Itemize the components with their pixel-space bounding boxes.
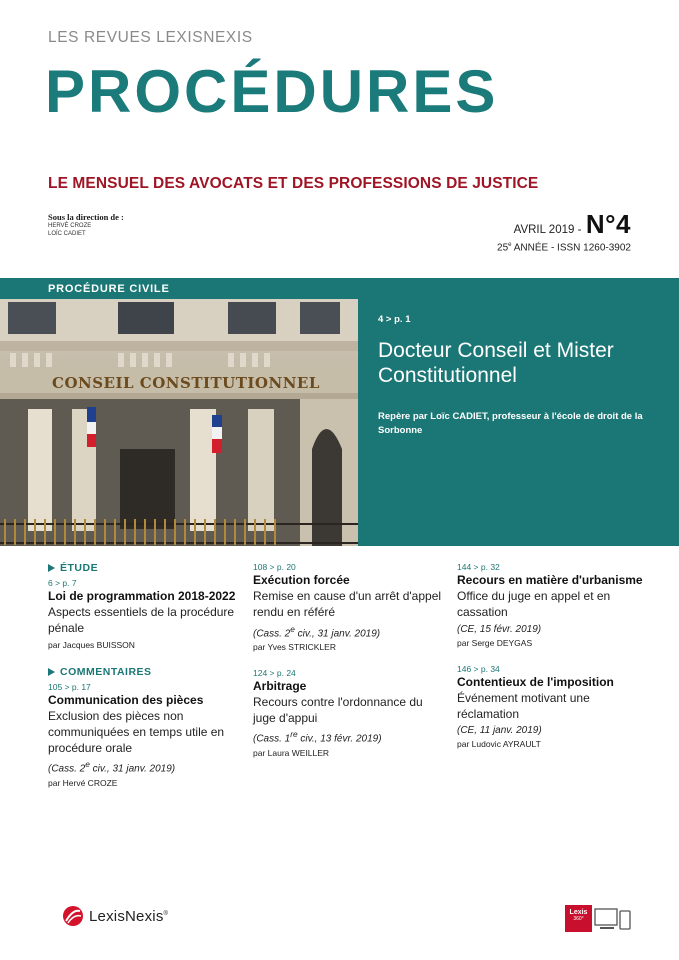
article-author: par Jacques BUISSON (48, 639, 135, 650)
issue-meta (497, 242, 631, 253)
citation-part: civ., 31 janv. 2019) (89, 763, 176, 775)
article-author: par Ludovic AYRAULT (457, 739, 541, 750)
citation-part: (Cass. 1 (253, 733, 291, 745)
page-reference: 6 > p. 7 (48, 578, 77, 588)
issue-info (497, 209, 631, 253)
section-heading-etude (48, 562, 238, 574)
article-citation (253, 729, 443, 744)
year-suffix: e (508, 242, 512, 248)
page-reference: 105 > p. 17 (48, 681, 91, 692)
section-heading-commentaires (48, 666, 238, 678)
article-author: par Hervé CROZE (48, 777, 118, 788)
article-title: Recours en matière d'urbanisme (457, 573, 643, 587)
article-subtitle: Office du juge en appel et en cassation (457, 589, 611, 620)
triangle-bullet-icon (48, 564, 55, 572)
article-subtitle: Exclusion des pièces non communiquées en temps utile en procédure orale (48, 708, 225, 756)
summary-column-1 (48, 562, 238, 788)
citation-sup: re (290, 729, 298, 740)
photo-inscription: CONSEIL CONSTITUTIONNEL (52, 374, 320, 392)
article-author: par Serge DEYGAS (457, 637, 533, 648)
badge-title: Lexis (569, 909, 588, 916)
page-reference: 144 > p. 32 (457, 562, 500, 572)
editorial-direction (48, 212, 124, 238)
article-citation (253, 624, 443, 639)
citation-part: civ., 31 janv. 2019) (294, 627, 381, 639)
article-entry[interactable] (457, 664, 647, 750)
article-entry[interactable] (457, 562, 647, 648)
badge-subtitle: 360° (573, 915, 584, 922)
registered-mark: ® (163, 910, 169, 917)
director-name: LOÏC CADIET (48, 231, 86, 238)
issn-text: ANNÉE - ISSN 1260-3902 (511, 242, 631, 254)
lead-article[interactable] (360, 278, 679, 546)
page-reference: 124 > p. 24 (253, 667, 296, 678)
summary-column-2 (253, 562, 443, 758)
article-title: Communication des pièces (48, 692, 204, 707)
article-author: par Laura WEILLER (253, 747, 330, 758)
article-subtitle: Recours contre l'ordonnance du juge d'appui (253, 695, 423, 726)
lead-title: Docteur Conseil et Mister Constitutionnel (378, 339, 614, 388)
section-label-procedure-civile: PROCÉDURE CIVILE (48, 283, 170, 295)
citation-sup: e (290, 623, 295, 634)
article-entry[interactable] (48, 578, 238, 650)
journal-title: PROCÉDURES (45, 58, 499, 125)
article-subtitle: Événement motivant une réclamation (457, 690, 590, 721)
section-label: ÉTUDE (60, 562, 99, 574)
article-title: Exécution forcée (253, 573, 350, 587)
article-entry[interactable] (48, 682, 238, 788)
article-title: Arbitrage (253, 678, 307, 693)
article-subtitle: Remise en cause d'un arrêt d'appel rendu en référé (253, 589, 442, 620)
lead-subtitle: Repère par Loïc CADIET, professeur à l'école de droit de la Sorbonne (378, 411, 643, 436)
issue-number: N°4 (585, 209, 631, 239)
publisher-name: LES REVUES LEXISNEXIS (48, 29, 253, 46)
lexis360-badge (565, 905, 592, 932)
citation-part: (Cass. 2 (253, 627, 291, 639)
director-name: HERVÉ CROZE (48, 223, 92, 229)
citation-part: civ., 13 févr. 2019) (297, 733, 382, 745)
conseil-constitutionnel-photo (0, 299, 358, 546)
page-reference: 146 > p. 34 (457, 663, 500, 674)
devices-icon (594, 908, 632, 937)
triangle-bullet-icon (48, 668, 55, 676)
year-number: 25 (497, 242, 509, 254)
article-entry[interactable] (253, 668, 443, 758)
logo-wordmark: LexisNexis (89, 907, 164, 925)
article-author: par Yves STRICKLER (253, 641, 336, 652)
lexisnexis-logo (62, 905, 168, 927)
direction-label: Sous la direction de : (48, 212, 124, 222)
logo-text (89, 908, 168, 925)
article-title: Loi de programmation 2018-2022 (48, 589, 236, 603)
lexisnexis-logo-icon (62, 905, 84, 927)
article-citation: (CE, 11 janv. 2019) (457, 725, 542, 737)
lead-reference: 4 > p. 1 (378, 314, 411, 325)
article-citation (48, 759, 238, 774)
article-citation: (CE, 15 févr. 2019) (457, 623, 542, 635)
section-label: COMMENTAIRES (60, 665, 152, 678)
citation-sup: e (85, 759, 90, 770)
article-title: Contentieux de l'imposition (457, 674, 614, 689)
article-entry[interactable] (253, 562, 443, 652)
article-subtitle: Aspects essentiels de la procédure pénale (48, 605, 235, 636)
tagline: LE MENSUEL DES AVOCATS ET DES PROFESSIONS DE JUSTICE (48, 175, 539, 192)
issue-date: AVRIL 2019 - (513, 224, 582, 236)
page-reference: 108 > p. 20 (253, 562, 296, 572)
summary-column-3 (457, 562, 647, 749)
citation-part: (Cass. 2 (48, 763, 86, 775)
